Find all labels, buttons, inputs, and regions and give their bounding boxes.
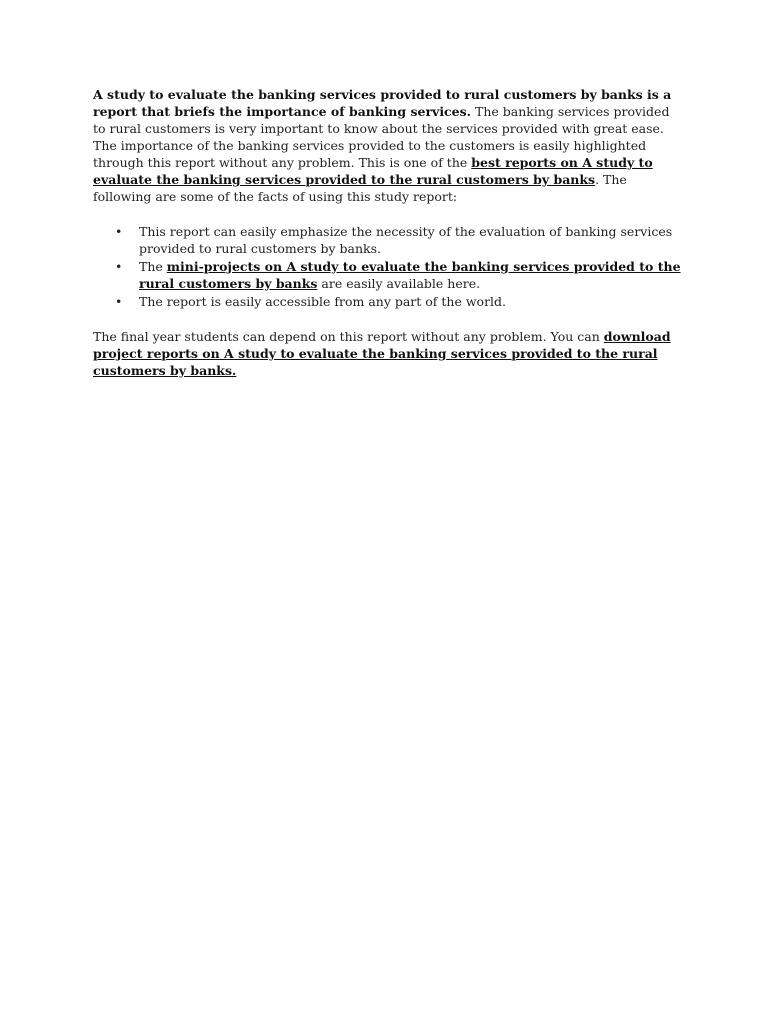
- fact-1-text: This report can easily emphasize the necessity of the evaluation of banking services provided to rural customers by banks.: [139, 224, 673, 256]
- fact-3-text: The report is easily accessible from any part of the world.: [139, 294, 507, 309]
- list-item: [93, 223, 683, 257]
- list-item: [93, 258, 683, 292]
- intro-text-1: The banking services provided to rural customers is very important to know about the services provided with great ease. The importance of the banking services provided to the customers is easily highlighted through this report without any problem. This is one of the: [93, 104, 670, 170]
- best-reports-link[interactable]: best reports on A study to evaluate the banking services provided to the rural customers by banks: [93, 155, 653, 187]
- closing-text: The final year students can depend on this report without any problem. You can: [93, 329, 604, 344]
- closing-paragraph: [93, 328, 683, 379]
- intro-lead-bold: A study to evaluate the banking services provided to rural customers by banks is a report that briefs the importance of banking services.: [93, 87, 672, 119]
- fact-2-prefix: The: [139, 259, 167, 274]
- bullet-icon: •: [115, 294, 123, 309]
- document-body: [93, 86, 683, 397]
- fact-2-suffix: are easily available here.: [317, 276, 481, 291]
- download-reports-link[interactable]: download project reports on A study to evaluate the banking services provided to the rural customers by banks.: [93, 329, 671, 378]
- facts-list: [93, 223, 683, 310]
- intro-text-2: . The following are some of the facts of using this study report:: [93, 172, 627, 204]
- intro-paragraph: [93, 86, 683, 205]
- bullet-icon: •: [115, 224, 123, 239]
- bullet-icon: •: [115, 259, 123, 274]
- mini-projects-link[interactable]: mini-projects on A study to evaluate the banking services provided to the rural customers by banks: [139, 259, 681, 291]
- list-item: [93, 293, 683, 310]
